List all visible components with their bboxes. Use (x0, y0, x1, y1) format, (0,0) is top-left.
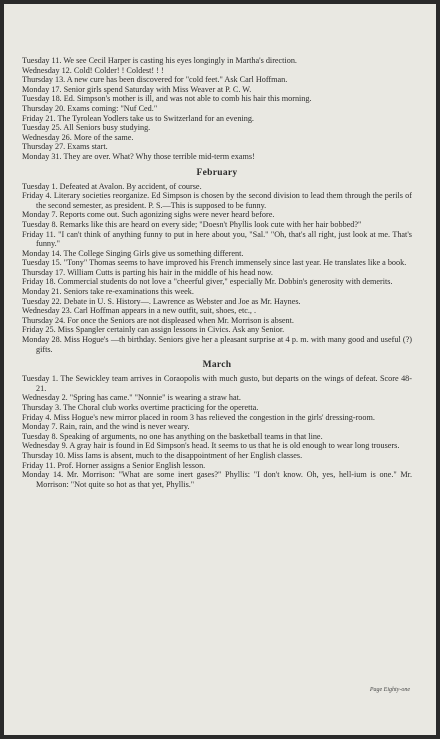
calendar-entry: Monday 7. Rain, rain, and the wind is never weary. (22, 422, 190, 432)
calendar-entry: Tuesday 18. Ed. Simpson's mother is ill, and was not able to comb his hair this morning. (22, 94, 312, 104)
calendar-entry: Tuesday 15. "Tony" Thomas seems to have improved his French immensely since last year. He translates like a book. (22, 258, 407, 268)
calendar-entry: Tuesday 25. All Seniors busy studying. (22, 123, 151, 133)
calendar-entry: Monday 7. Reports come out. Such agonizing sighs were never heard before. (22, 210, 275, 220)
calendar-entry: Friday 4. Literary societies reorganize. Ed Simpson is chosen by the second division to lead them through the perils of the second semester, as president. P. S.—This is supposed to be funny. (22, 191, 412, 210)
calendar-entry: Thursday 13. A new cure has been discovered for "cold feet." Ask Carl Hoffman. (22, 75, 288, 85)
month-heading-february: February (196, 167, 238, 178)
calendar-entry: Monday 21. Seniors take re-examinations this week. (22, 287, 194, 297)
yearbook-page (4, 4, 436, 735)
calendar-entry: Friday 4. Miss Hogue's new mirror placed in room 3 has relieved the congestion in the girls' dressing-room. (22, 412, 375, 422)
calendar-entry: Tuesday 1. The Sewickley team arrives in Coraopolis with much gusto, but departs on the wings of defeat. Score 48-21. (22, 374, 412, 393)
calendar-entry: Tuesday 8. Speaking of arguments, no one has anything on the basketball teams in that line. (22, 431, 323, 441)
calendar-entry: Friday 18. Commercial students do not love a "cheerful giver," especially Mr. Dobbin's generosity with demerits. (22, 277, 393, 287)
calendar-entry: Thursday 20. Exams coming: "Nuf Ced." (22, 103, 158, 113)
calendar-entry: Tuesday 22. Debate in U. S. History—. Lawrence as Webster and Joe as Mr. Haynes. (22, 296, 301, 306)
calendar-entry: Thursday 10. Miss Iams is absent, much to the disappointment of her English classes. (22, 450, 303, 460)
calendar-entry: Thursday 3. The Choral club works overtime practicing for the operetta. (22, 403, 259, 412)
calendar-entry: Tuesday 1. Defeated at Avalon. By accident, of course. (22, 181, 202, 191)
calendar-entry: Friday 11. Prof. Horner assigns a Senior English lesson. (22, 460, 206, 470)
calendar-entry: Monday 14. The College Singing Girls give us something different. (22, 248, 244, 258)
calendar-entry: Tuesday 11. We see Cecil Harper is casting his eyes longingly in Martha's direction. (22, 56, 297, 65)
page-number: Page Eighty-one (369, 687, 410, 693)
calendar-entry: Friday 11. "I can't think of anything funny to put in here about you, "Sal." "Oh, that's all right, just look at me. That's funny." (22, 229, 412, 249)
calendar-entry: Monday 28. Miss Hogue's —th birthday. Seniors give her a pleasant surprise at 4 p. m. with many good and useful (?) gifts. (22, 335, 412, 354)
calendar-entry: Monday 14. Mr. Morrison: "What are some inert gases?" Phyllis: "I don't know. Oh, yes, hell-ium is one." Mr. Morrison: "Not quite so hot as that yet, Phyllis." (22, 470, 412, 489)
calendar-entry: Wednesday 23. Carl Hoffman appears in a new outfit, suit, shoes, etc., . (22, 306, 257, 316)
february-section (22, 182, 412, 355)
calendar-entry: Thursday 24. For once the Seniors are not displeased when Mr. Morrison is absent. (22, 315, 294, 325)
calendar-entry: Wednesday 12. Cold! Colder! ! Coldest! ! ! (22, 65, 164, 75)
calendar-entry: Thursday 27. Exams start. (22, 142, 108, 152)
march-section (22, 374, 412, 489)
calendar-entry: Wednesday 26. More of the same. (22, 132, 134, 142)
calendar-entry: Friday 21. The Tyrolean Yodlers take us to Switzerland for an evening. (22, 113, 254, 123)
calendar-entry: Tuesday 8. Remarks like this are heard on every side; "Doesn't Phyllis look cute with her hair bobbed?" (22, 219, 362, 229)
calendar-entry: Thursday 17. William Cutts is parting his hair in the middle of his head now. (22, 267, 273, 277)
calendar-entry: Monday 17. Senior girls spend Saturday with Miss Weaver at P. C. W. (22, 84, 252, 94)
calendar-entry: Wednesday 2. "Spring has came." "Nonnie" is wearing a straw hat. (22, 393, 241, 403)
calendar-entry: Friday 25. Miss Spangler certainly can assign lessons in Civics. Ask any Senior. (22, 325, 285, 335)
calendar-entry: Wednesday 9. A gray hair is found in Ed Simpson's head. It seems to us that he is old enough to wear long trousers. (22, 441, 400, 451)
january-section (22, 56, 412, 162)
month-heading-march: March (202, 360, 232, 371)
calendar-entry: Monday 31. They are over. What? Why those terrible mid-term exams! (22, 151, 255, 161)
